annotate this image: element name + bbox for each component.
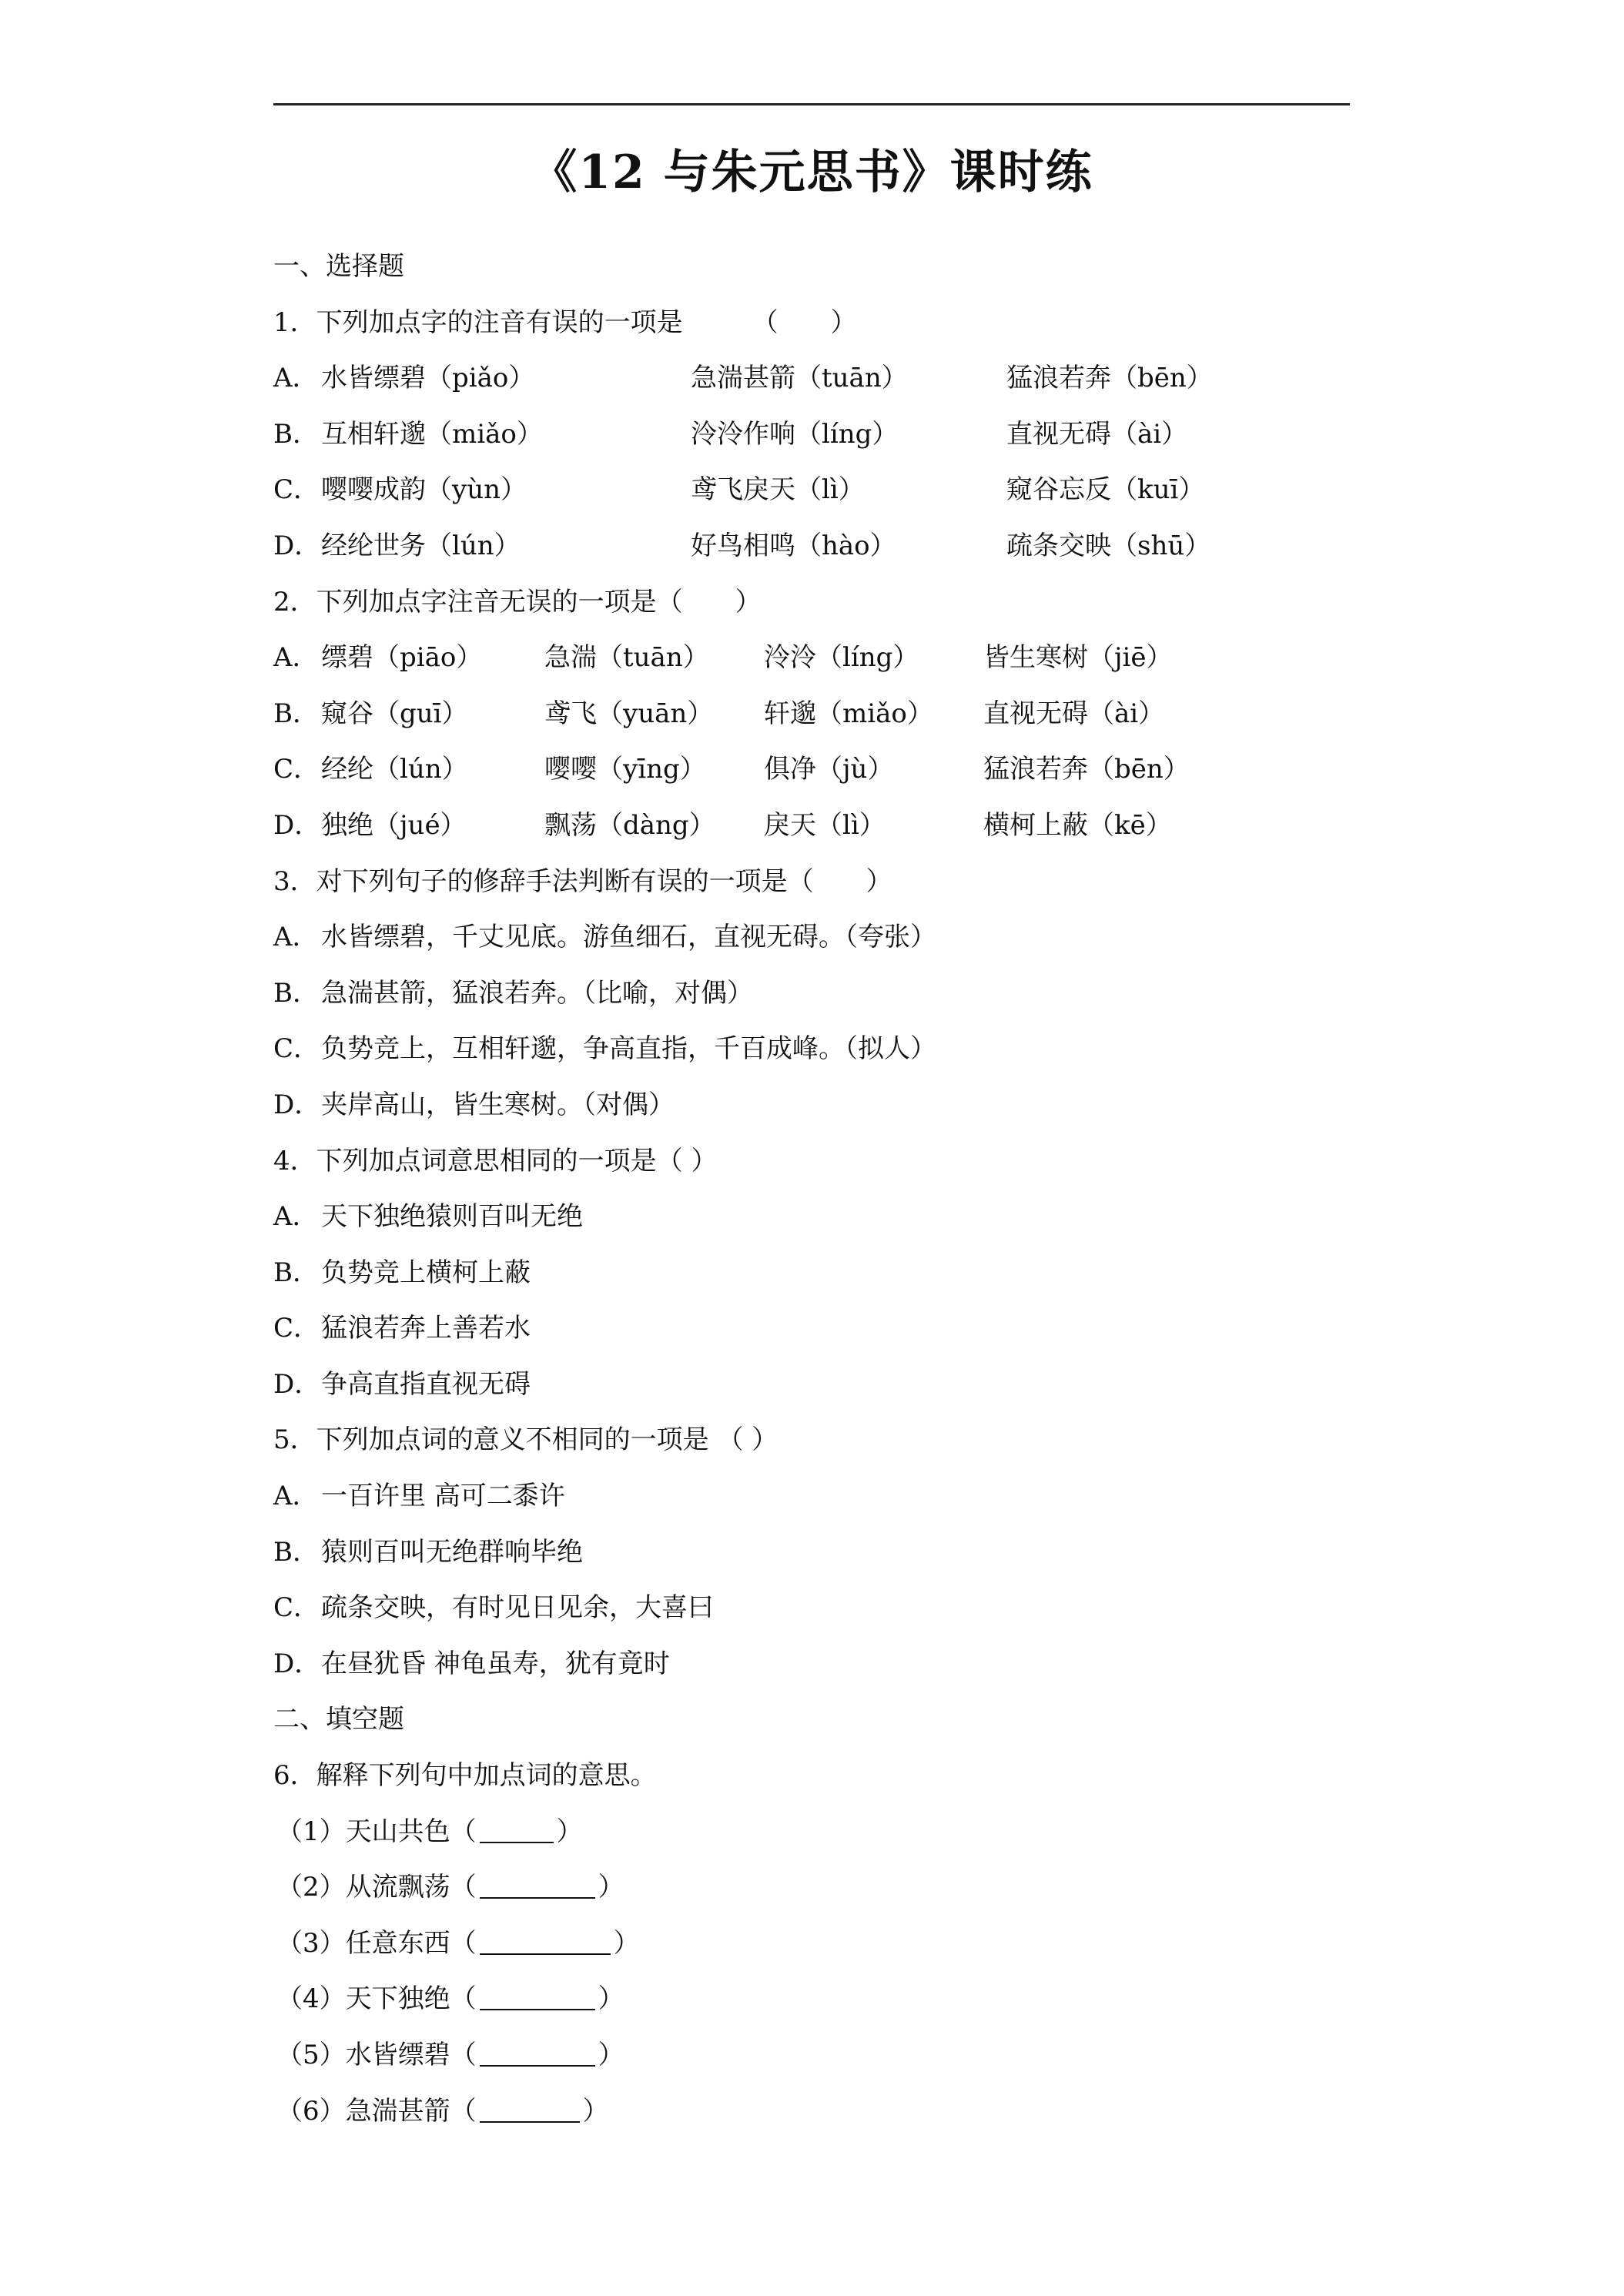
- section-heading-choice: 一、选择题: [273, 251, 404, 282]
- option-part: 嘤嘤（yīng）: [544, 754, 706, 785]
- option-part: 轩邈（miǎo）: [764, 698, 933, 729]
- option-part: 横柯上蔽（kē）: [983, 809, 1172, 841]
- answer-blank[interactable]: [480, 2092, 580, 2123]
- item-label: （6）急湍甚箭（: [276, 2095, 477, 2127]
- option-text: 夹岸高山，皆生寒树。（对偶）: [321, 1089, 675, 1120]
- option-part: 直视无碍（ài）: [1006, 418, 1188, 450]
- option-letter: C．: [273, 474, 320, 506]
- item-close: ）: [582, 2095, 609, 2127]
- option-letter: B．: [273, 1536, 319, 1568]
- question-6-item-4: [273, 1971, 1351, 2027]
- option-text: 负势竞上横柯上蔽: [321, 1257, 531, 1288]
- option-part: 猛浪若奔（bēn）: [983, 754, 1190, 785]
- item-label: （1）天山共色（: [276, 1816, 477, 1847]
- worksheet-content: [273, 239, 1351, 2139]
- question-3-option-b: [273, 966, 1351, 1022]
- question-3-option-c: [273, 1021, 1351, 1077]
- option-part: 鸢飞（yuān）: [544, 698, 714, 729]
- item-close: ）: [598, 1872, 624, 1903]
- question-2-option-c: [273, 741, 1351, 798]
- option-letter: A．: [273, 1201, 319, 1233]
- option-part: 泠泠（líng）: [764, 642, 919, 674]
- option-letter: B．: [273, 1257, 319, 1288]
- option-part: 窥谷（guī）: [321, 698, 468, 729]
- option-part: 经纶（lún）: [321, 754, 468, 785]
- option-text: 猿则百叫无绝群响毕绝: [321, 1536, 583, 1568]
- section-heading-fill: 二、填空题: [273, 1704, 404, 1735]
- option-letter: A．: [273, 363, 319, 394]
- option-letter: A．: [273, 1481, 319, 1512]
- option-part: 窥谷忘反（kuī）: [1006, 474, 1205, 506]
- option-letter: C．: [273, 1592, 320, 1624]
- option-text: 疏条交映，有时见日见余，大喜曰: [321, 1592, 714, 1624]
- question-1-stem: [273, 295, 1351, 351]
- option-text: 水皆缥碧，千丈见底。游鱼细石，直视无碍。（夸张）: [321, 922, 936, 953]
- question-2-stem: 2．下列加点字注音无误的一项是（ ）: [273, 586, 762, 618]
- option-part: 缥碧（piāo）: [321, 642, 483, 674]
- question-1-option-c: [273, 462, 1351, 518]
- question-5-option-a: [273, 1468, 1351, 1525]
- question-1-option-d: [273, 518, 1351, 574]
- option-part: 飘荡（dàng）: [544, 809, 715, 841]
- option-letter: D．: [273, 530, 321, 561]
- question-4-option-a: [273, 1189, 1351, 1245]
- option-part: 水皆缥碧（piǎo）: [321, 363, 535, 394]
- page-title: 《12 与朱元思书》课时练: [531, 146, 1093, 199]
- question-2-option-a: [273, 630, 1351, 686]
- question-6-item-6: [273, 2083, 1351, 2140]
- option-part: 急湍甚箭（tuān）: [691, 363, 908, 394]
- option-text: 急湍甚箭，猛浪若奔。（比喻，对偶）: [321, 977, 753, 1009]
- question-1-option-b: [273, 407, 1351, 463]
- option-letter: A．: [273, 922, 319, 953]
- question-4-option-d: [273, 1357, 1351, 1413]
- item-close: ）: [613, 1927, 640, 1959]
- question-1-text: 1．下列加点字的注音有误的一项是: [273, 306, 683, 338]
- answer-blank[interactable]: [480, 1980, 595, 2010]
- option-letter: D．: [273, 809, 321, 841]
- question-2-option-d: [273, 798, 1351, 854]
- option-letter: B．: [273, 698, 319, 729]
- question-1-answer-paren: （ ）: [752, 306, 857, 338]
- option-part: 独绝（jué）: [321, 809, 467, 841]
- option-text: 猛浪若奔上善若水: [321, 1313, 531, 1344]
- option-letter: B．: [273, 977, 319, 1009]
- option-part: 鸢飞戾天（lì）: [691, 474, 865, 506]
- question-5-stem: 5．下列加点词的意义不相同的一项是 （ ）: [273, 1424, 779, 1456]
- question-6-item-3: [273, 1916, 1351, 1972]
- question-5-option-b: [273, 1525, 1351, 1581]
- option-part: 直视无碍（ài）: [983, 698, 1165, 729]
- option-letter: D．: [273, 1089, 321, 1120]
- option-part: 戾天（lì）: [764, 809, 886, 841]
- answer-blank[interactable]: [480, 2036, 595, 2067]
- question-4-stem: 4．下列加点词意思相同的一项是（ ）: [273, 1145, 718, 1176]
- question-6-item-2: [273, 1859, 1351, 1916]
- option-part: 急湍（tuān）: [544, 642, 709, 674]
- option-part: 疏条交映（shū）: [1006, 530, 1211, 561]
- item-label: （3）任意东西（: [276, 1927, 477, 1959]
- question-4-option-c: [273, 1300, 1351, 1357]
- option-part: 泠泠作响（líng）: [691, 418, 899, 450]
- item-label: （2）从流飘荡（: [276, 1872, 477, 1903]
- item-label: （5）水皆缥碧（: [276, 2040, 477, 2070]
- option-text: 一百许里 高可二黍许: [321, 1481, 565, 1512]
- item-close: ）: [556, 1816, 583, 1847]
- option-text: 争高直指直视无碍: [321, 1368, 531, 1400]
- question-3-option-d: [273, 1077, 1351, 1133]
- option-letter: D．: [273, 1368, 321, 1400]
- answer-blank[interactable]: [480, 1812, 554, 1843]
- option-text: 在昼犹昏 神龟虽寿，犹有竟时: [321, 1648, 670, 1679]
- option-letter: C．: [273, 1033, 320, 1065]
- question-3-option-a: [273, 909, 1351, 966]
- option-part: 互相轩邈（miǎo）: [321, 418, 543, 450]
- option-part: 经纶世务（lún）: [321, 530, 521, 561]
- option-letter: C．: [273, 1313, 320, 1344]
- option-part: 嘤嘤成韵（yùn）: [321, 474, 527, 506]
- question-6-item-1: [273, 1804, 1351, 1860]
- question-5-option-d: [273, 1636, 1351, 1692]
- question-5-option-c: [273, 1580, 1351, 1636]
- question-2-option-b: [273, 686, 1351, 742]
- question-3-stem: 3．对下列句子的修辞手法判断有误的一项是（ ）: [273, 865, 892, 897]
- item-close: ）: [598, 1983, 624, 2015]
- question-1-option-a: [273, 350, 1351, 407]
- answer-blank[interactable]: [480, 1924, 611, 1955]
- option-text: 天下独绝猿则百叫无绝: [321, 1201, 583, 1233]
- option-letter: D．: [273, 1648, 321, 1679]
- question-6-item-5: [273, 2027, 1351, 2083]
- option-part: 好鸟相鸣（hào）: [691, 530, 896, 561]
- option-text: 负势竞上，互相轩邈，争高直指，千百成峰。（拟人）: [321, 1033, 936, 1065]
- option-part: 皆生寒树（jiē）: [983, 642, 1173, 674]
- option-part: 猛浪若奔（bēn）: [1006, 363, 1213, 394]
- answer-blank[interactable]: [480, 1868, 595, 1899]
- option-letter: C．: [273, 754, 320, 785]
- question-4-option-b: [273, 1245, 1351, 1301]
- header-rule: [273, 103, 1350, 105]
- option-part: 俱净（jù）: [764, 754, 894, 785]
- question-6-stem: 6．解释下列句中加点词的意思。: [273, 1760, 657, 1792]
- item-label: （4）天下独绝（: [276, 1983, 477, 2015]
- option-letter: A．: [273, 642, 319, 674]
- option-letter: B．: [273, 418, 319, 450]
- item-close: ）: [598, 2040, 624, 2070]
